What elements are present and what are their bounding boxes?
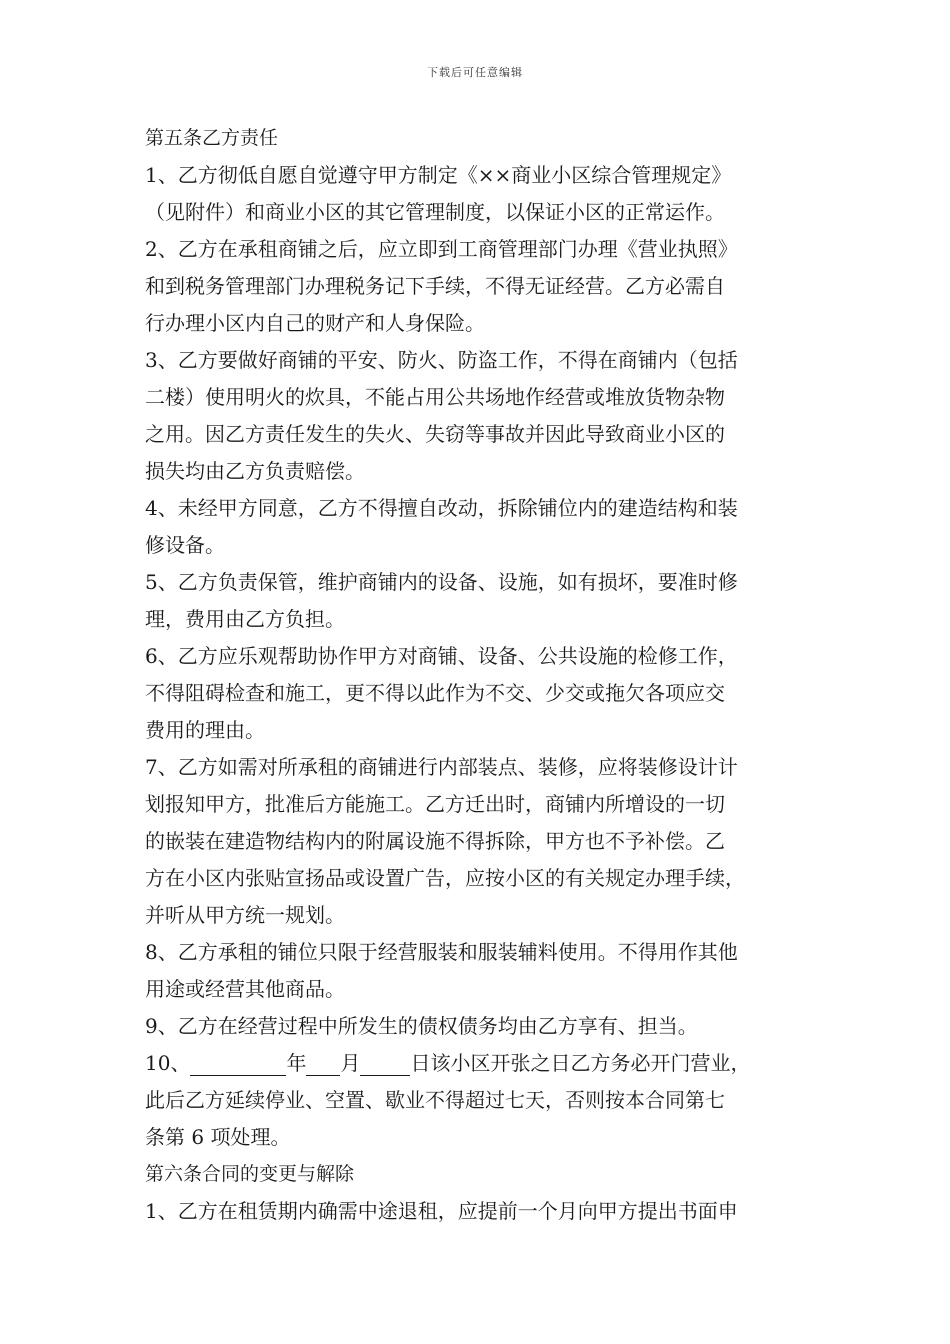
text-line: 9、乙方在经营过程中所发生的债权债务均由乙方享有、担当。 (145, 1014, 698, 1038)
text-line: 4、未经甲方同意，乙方不得擅自改动，拆除铺位内的建造结构和装 (145, 496, 738, 520)
month-blank[interactable] (306, 1051, 340, 1076)
text-line: 方在小区内张贴宣扬品或设置广告，应按小区的有关规定办理手续， (145, 866, 745, 890)
text-line: 不得阻碍检查和施工，更不得以此作为不交、少交或拖欠各项应交 (145, 681, 725, 705)
text-line: 划报知甲方，批准后方能施工。乙方迁出时，商铺内所增设的一切 (145, 792, 725, 816)
item-10-prefix: 10、 (145, 1051, 191, 1075)
text-line: 修设备。 (145, 533, 225, 557)
text-line: 行办理小区内自己的财产和人身保险。 (145, 311, 485, 335)
text-line: 之用。因乙方责任发生的失火、失窃等事故并因此导致商业小区的 (145, 422, 725, 446)
text-line: 条第 6 项处理。 (145, 1125, 291, 1149)
text-line: 8、乙方承租的铺位只限于经营服装和服装辅料使用。不得用作其他 (145, 940, 738, 964)
text-line: 6、乙方应乐观帮助协作甲方对商铺、设备、公共设施的检修工作， (145, 644, 738, 668)
text-line: 并听从甲方统一规划。 (145, 903, 345, 927)
year-label: 年 (286, 1051, 307, 1075)
text-line: 的嵌装在建造物结构内的附属设施不得拆除，甲方也不予补偿。乙 (145, 829, 725, 853)
item-10-rest: 日该小区开张之日乙方务必开门营业， (410, 1051, 751, 1075)
text-line: 用途或经营其他商品。 (145, 977, 345, 1001)
item-10-line (145, 1045, 820, 1082)
text-line: 损失均由乙方负责赔偿。 (145, 459, 365, 483)
text-line: 5、乙方负责保管，维护商铺内的设备、设施，如有损坏，要准时修 (145, 570, 738, 594)
text-line: 和到税务管理部门办理税务记下手续，不得无证经营。乙方必需自 (145, 274, 725, 298)
document-body (145, 120, 820, 1230)
section-title: 第六条合同的变更与解除 (145, 1163, 355, 1185)
text-line: 7、乙方如需对所承租的商铺进行内部装点、装修，应将装修设计计 (145, 755, 738, 779)
month-label: 月 (340, 1051, 361, 1075)
day-blank[interactable] (360, 1051, 410, 1076)
page-header-note: 下载后可任意编辑 (427, 66, 523, 79)
text-line: 二楼）使用明火的炊具，不能占用公共场地作经营或堆放货物杂物 (145, 385, 725, 409)
text-line: 1、乙方在租赁期内确需中途退租，应提前一个月向甲方提出书面申 (145, 1199, 738, 1223)
text-line: 理，费用由乙方负担。 (145, 607, 345, 631)
section-title: 第五条乙方责任 (145, 127, 279, 149)
text-line: 3、乙方要做好商铺的平安、防火、防盗工作，不得在商铺内（包括 (145, 348, 738, 372)
text-line: 2、乙方在承租商铺之后，应立即到工商管理部门办理《营业执照》 (145, 237, 738, 261)
text-line: 1、乙方彻低自愿自觉遵守甲方制定《××商业小区综合管理规定》 (145, 163, 732, 187)
year-blank[interactable] (190, 1051, 286, 1076)
text-line: 此后乙方延续停业、空置、歇业不得超过七天，否则按本合同第七 (145, 1088, 725, 1112)
text-line: 费用的理由。 (145, 718, 265, 742)
text-line: （见附件）和商业小区的其它管理制度，以保证小区的正常运作。 (145, 200, 725, 224)
